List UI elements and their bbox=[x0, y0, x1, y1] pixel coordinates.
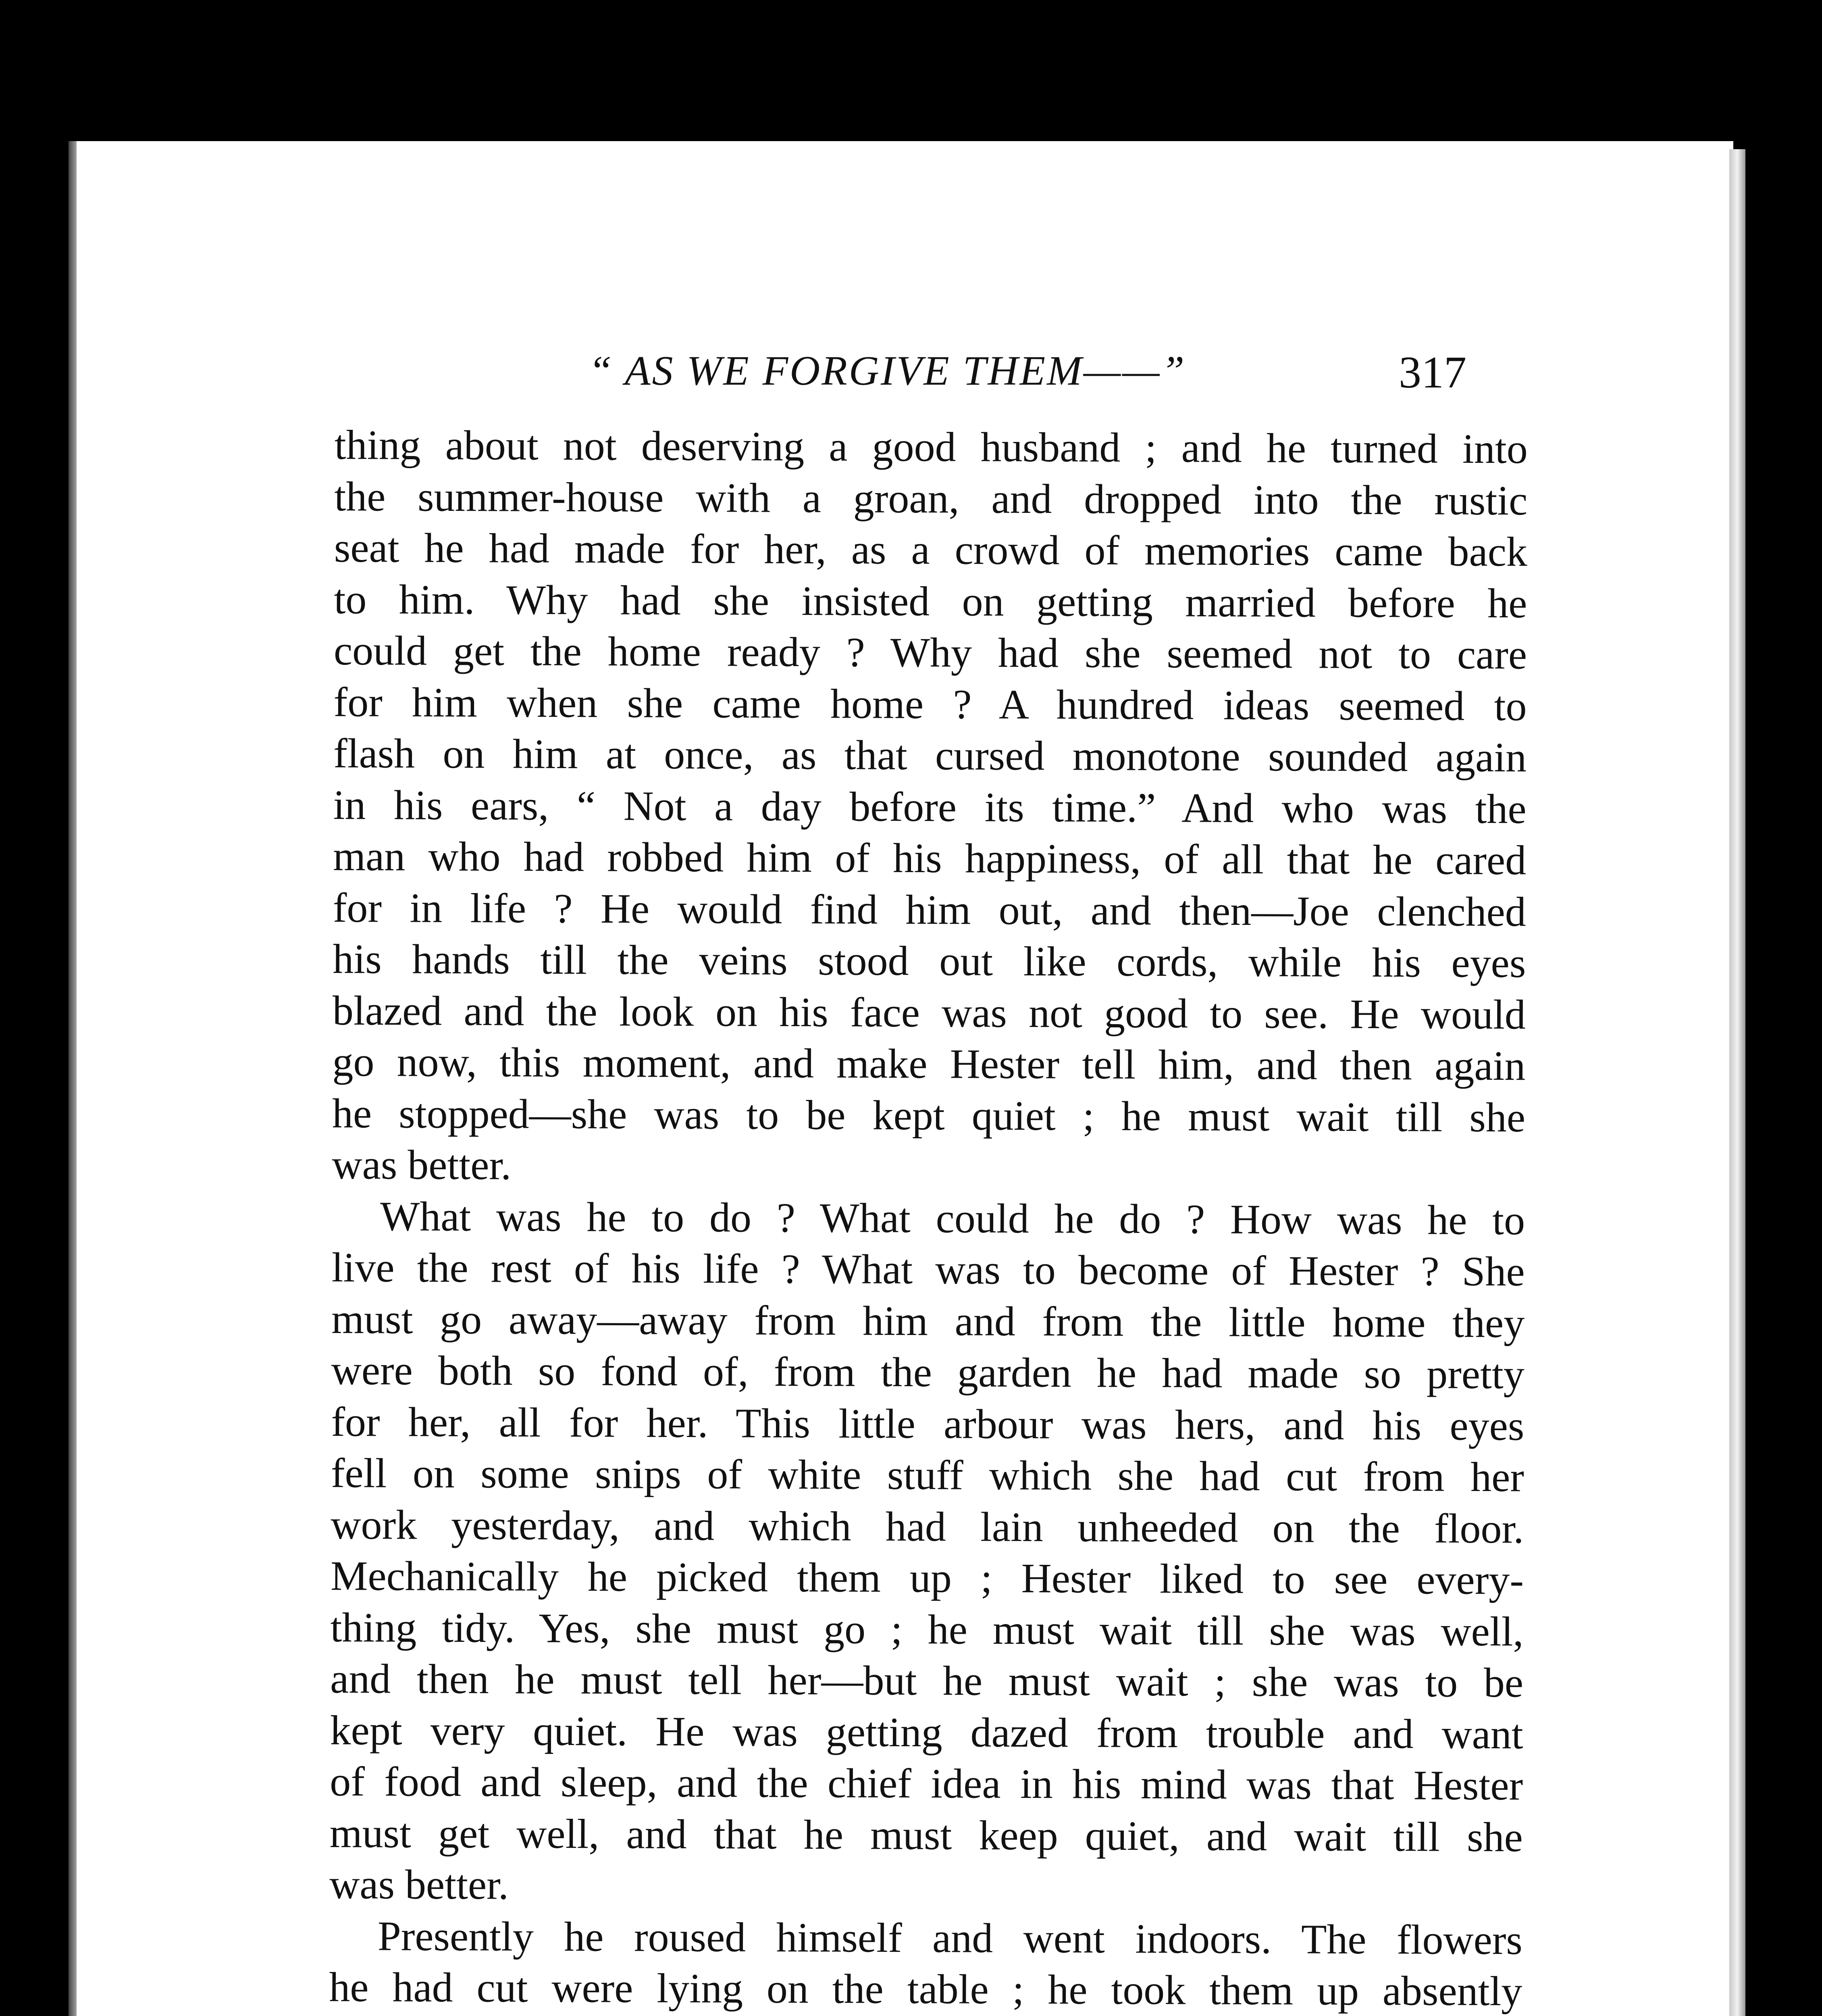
text-line: go now, this moment, and make Hester tell him, and then again bbox=[332, 1038, 1526, 1089]
paragraph bbox=[329, 1190, 1525, 1914]
paragraph bbox=[332, 419, 1528, 1195]
text-line: kept very quiet. He was getting dazed from trouble and want bbox=[330, 1707, 1523, 1758]
text-line: blazed and the look on his face was not good to see. He would bbox=[332, 987, 1526, 1038]
text-line: must go away—away from him and from the little home they bbox=[331, 1295, 1525, 1346]
text-line: thing tidy. Yes, she must go ; he must wait till she was well, bbox=[330, 1604, 1524, 1655]
text-line: man who had robbed him of his happiness, of all that he cared bbox=[333, 833, 1527, 884]
page-number: 317 bbox=[1399, 348, 1466, 398]
text-line: the summer-house with a groan, and dropped into the rustic bbox=[334, 473, 1528, 524]
paragraph bbox=[328, 1910, 1522, 2016]
text-line: in his ears, “ Not a day before its time.” And who was the bbox=[333, 781, 1527, 832]
text-line: was better. bbox=[329, 1861, 509, 1908]
text-line: for her, all for her. This little arbour was hers, and his eyes bbox=[331, 1398, 1525, 1449]
text-line: thing about not deserving a good husband ; and he turned into bbox=[334, 422, 1528, 473]
text-line: his hands till the veins stood out like cords, while his eyes bbox=[333, 935, 1526, 987]
text-line: and then he must tell her—but he must wait ; she was to be bbox=[330, 1655, 1524, 1706]
page-stack-edge bbox=[1729, 149, 1745, 2016]
text-line: for him when she came home ? A hundred ideas seemed to bbox=[333, 679, 1527, 729]
text-line: to him. Why had she insisted on getting married before he bbox=[334, 576, 1527, 627]
text-line: must get well, and that he must keep quiet, and wait till she bbox=[329, 1810, 1523, 1860]
text-line: were both so fond of, from the garden he had made so pretty bbox=[331, 1347, 1525, 1398]
text-line: Presently he roused himself and went indoors. The flowers bbox=[377, 1912, 1523, 1963]
text-line: seat he had made for her, as a crowd of memories came back bbox=[334, 524, 1528, 575]
text-line: live the rest of his life ? What was to become of Hester ? She bbox=[331, 1244, 1525, 1295]
running-head: “ AS WE FORGIVE THEM——” bbox=[589, 348, 1186, 394]
text-line: of food and sleep, and the chief idea in his mind was that Hester bbox=[330, 1758, 1523, 1809]
text-line: he had cut were lying on the table ; he took them up absently bbox=[329, 1964, 1522, 2015]
text-line: was better. bbox=[332, 1141, 512, 1189]
text-line: fell on some snips of white stuff which she had cut from her bbox=[331, 1450, 1525, 1501]
text-line: could get the home ready ? Why had she seemed not to care bbox=[333, 627, 1527, 678]
body-text bbox=[328, 419, 1528, 2016]
text-line: he stopped—she was to be kept quiet ; he must wait till she bbox=[332, 1090, 1526, 1141]
text-line: work yesterday, and which had lain unheeded on the floor. bbox=[331, 1501, 1524, 1552]
text-line: flash on him at once, as that cursed monotone sounded again bbox=[333, 730, 1527, 781]
text-line: for in life ? He would find him out, and then—Joe clenched bbox=[333, 884, 1526, 935]
text-line: Mechanically he picked them up ; Hester liked to see every- bbox=[330, 1552, 1524, 1604]
text-line: What was he to do ? What could he do ? How was he to bbox=[380, 1193, 1525, 1243]
